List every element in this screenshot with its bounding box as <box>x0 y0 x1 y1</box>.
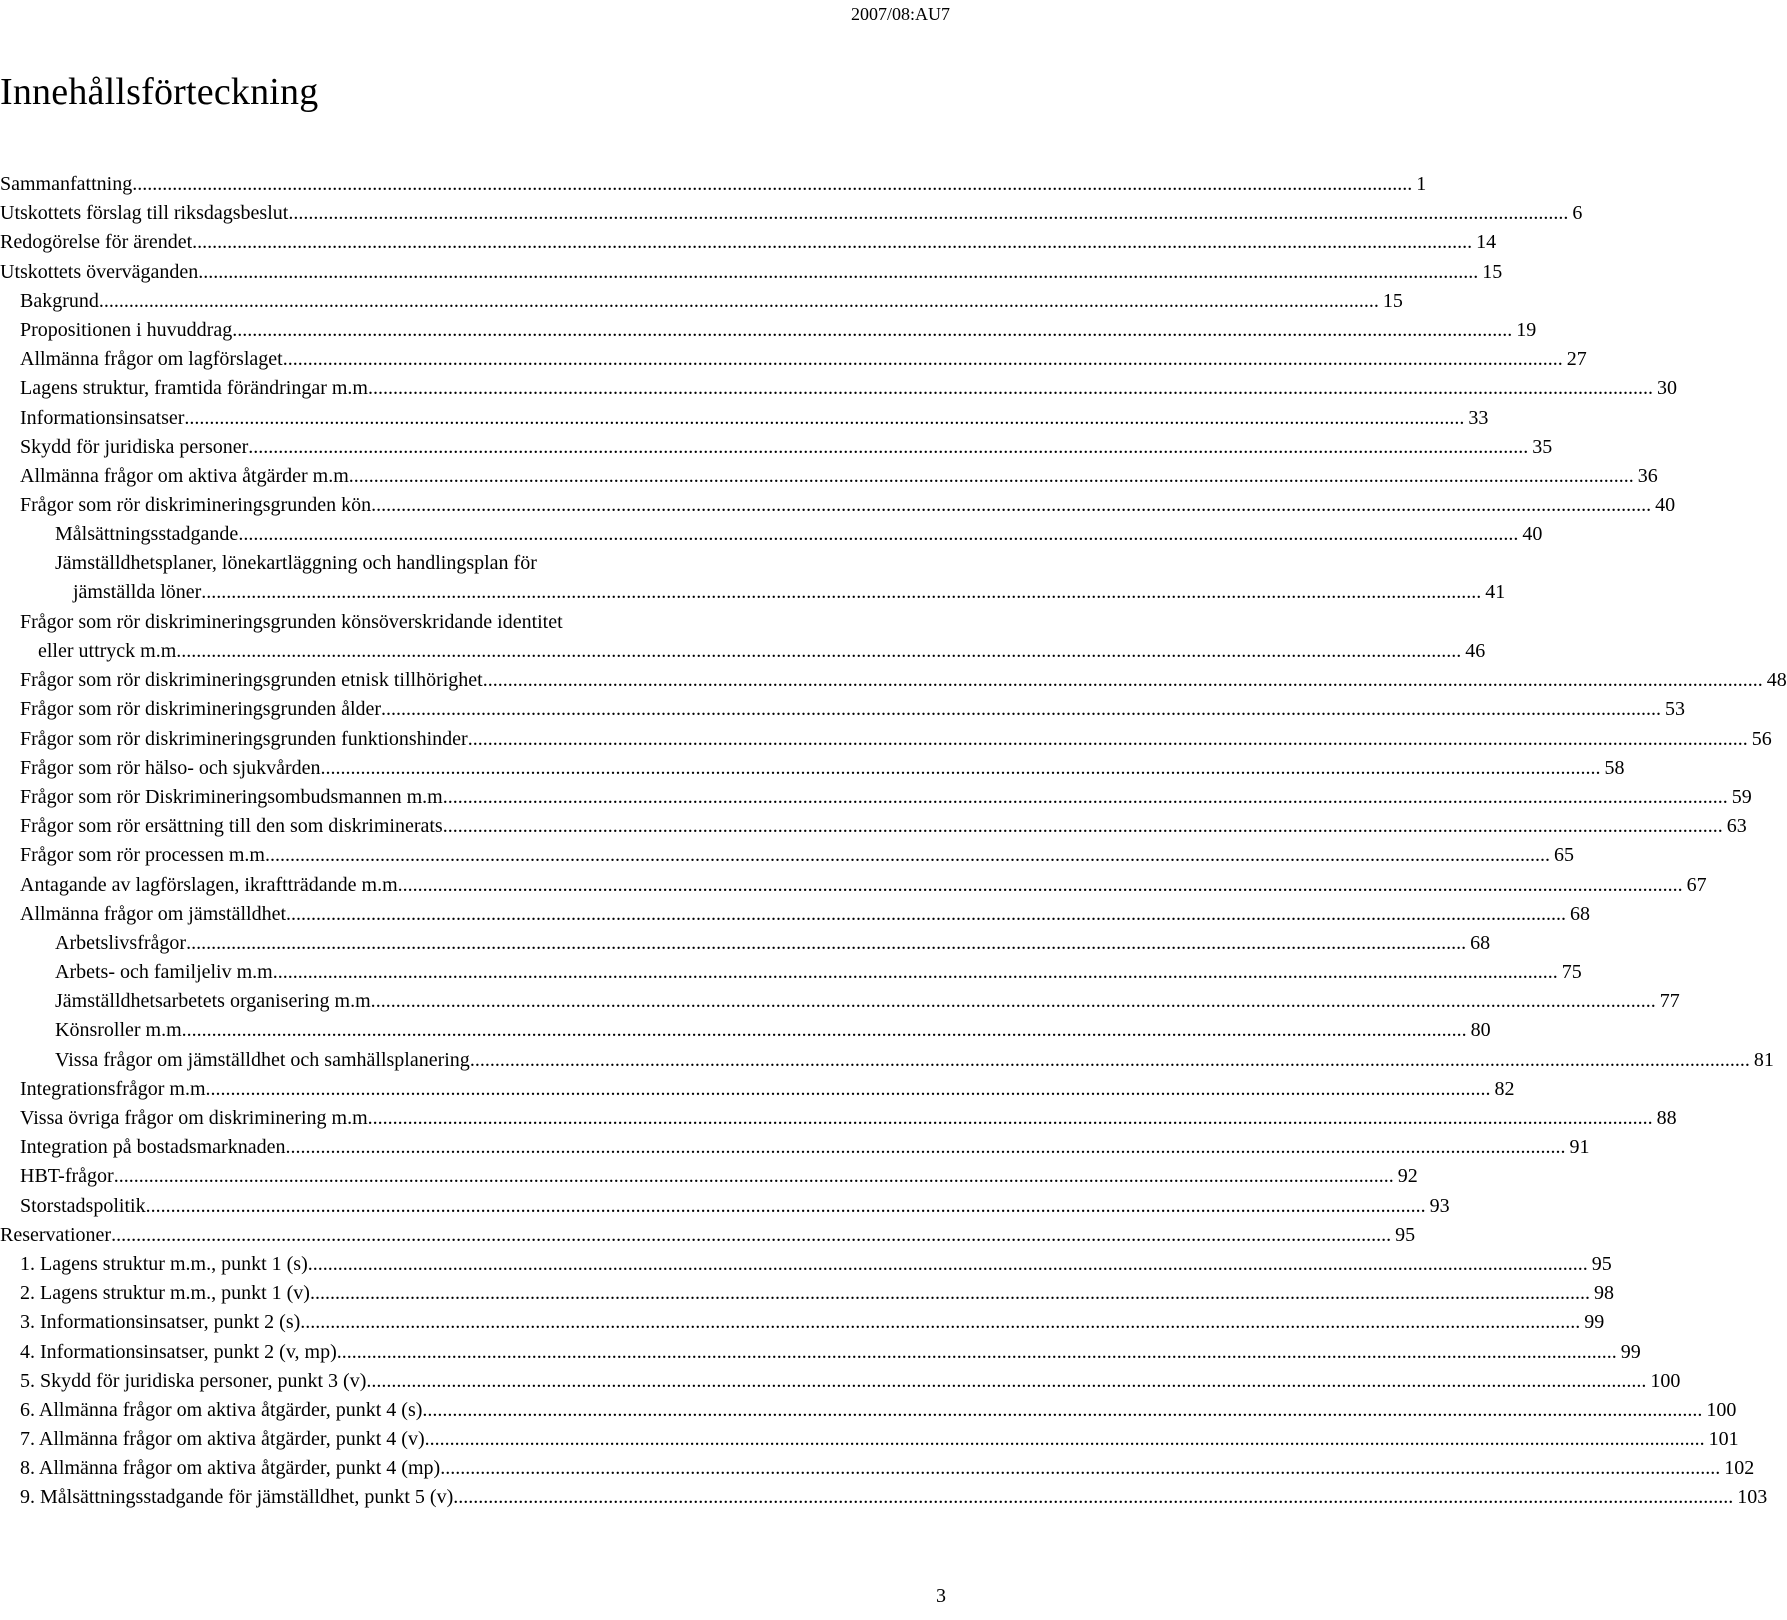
toc-entry-title-line1: Jämställdhetsplaner, lönekartläggning och handlingsplan för <box>55 552 537 575</box>
toc-entry-page: 30 <box>1656 377 1677 400</box>
toc-entry-page: 36 <box>1637 464 1658 487</box>
toc-entry[interactable] <box>0 1425 1739 1454</box>
toc-entry[interactable] <box>0 549 1506 607</box>
toc-entry[interactable] <box>0 345 1587 374</box>
dot-leader <box>371 491 1651 520</box>
dot-leader <box>181 637 1461 666</box>
toc-entry[interactable] <box>0 1308 1605 1337</box>
dot-leader <box>99 287 1379 316</box>
dot-leader <box>238 520 1518 549</box>
dot-leader <box>187 1016 1467 1045</box>
toc-entry-title: Frågor som rör diskrimineringsgrunden etnisk tillhörighet <box>20 669 483 692</box>
toc-entry-title: 6. Allmänna frågor om aktiva åtgärder, punkt 4 (s) <box>20 1398 423 1421</box>
toc-entry[interactable] <box>0 1162 1418 1191</box>
toc-entry-title: 2. Lagens struktur m.m., punkt 1 (v) <box>20 1282 310 1305</box>
toc-entry[interactable] <box>0 783 1752 812</box>
toc-entry-title: Frågor som rör ersättning till den som diskriminerats <box>20 815 443 838</box>
toc-entry[interactable] <box>0 520 1543 549</box>
dot-leader <box>453 1483 1733 1512</box>
dot-leader <box>288 199 1568 228</box>
toc-entry-page: 98 <box>1593 1282 1614 1305</box>
dot-leader <box>366 1367 1646 1396</box>
toc-entry[interactable] <box>0 1104 1677 1133</box>
toc-entry-page: 67 <box>1686 873 1707 896</box>
toc-entry-page: 1 <box>1416 173 1427 195</box>
dot-leader <box>201 578 1481 607</box>
dot-leader <box>270 841 1550 870</box>
toc-entry-title: Arbets- och familjeliv m.m. <box>55 961 278 984</box>
toc-entry-page: 63 <box>1726 815 1747 838</box>
dot-leader <box>286 900 1566 929</box>
toc-entry-page: 77 <box>1659 990 1680 1013</box>
toc-entry-title-line2: eller uttryck m.m. <box>38 639 182 662</box>
dot-leader <box>146 1192 1426 1221</box>
dot-leader <box>337 1338 1617 1367</box>
toc-entry-title: Vissa övriga frågor om diskriminering m.m. <box>20 1107 373 1130</box>
page-title: Innehållsförteckning <box>0 71 319 113</box>
dot-leader <box>308 1250 1588 1279</box>
toc-entry[interactable] <box>0 1483 1768 1512</box>
toc-entry[interactable] <box>0 929 1491 958</box>
toc-entry[interactable] <box>0 1192 1450 1221</box>
toc-entry-title-line1: Frågor som rör diskrimineringsgrunden könsöverskridande identitet <box>20 610 563 633</box>
toc-entry-page: 102 <box>1724 1457 1755 1480</box>
dot-leader <box>443 812 1723 841</box>
toc-entry-page: 41 <box>1485 581 1506 604</box>
toc-entry-page: 92 <box>1397 1165 1418 1188</box>
toc-entry-title: Bakgrund <box>20 289 99 312</box>
dot-leader <box>283 345 1563 374</box>
toc-entry[interactable] <box>0 812 1747 841</box>
dot-leader <box>440 1454 1720 1483</box>
toc-entry[interactable] <box>0 287 1403 316</box>
toc-entry-title: Skydd för juridiska personer <box>20 435 249 458</box>
dot-leader <box>114 1162 1394 1191</box>
toc-entry-title: Antagande av lagförslagen, ikraftträdande m.m. <box>20 873 403 896</box>
toc-entry-title: 4. Informationsinsatser, punkt 2 (v, mp) <box>20 1340 337 1363</box>
toc-entry-page: 93 <box>1429 1194 1450 1217</box>
dot-leader <box>354 462 1634 491</box>
dot-leader <box>132 170 1412 199</box>
dot-leader <box>483 666 1763 695</box>
toc-entry-page: 100 <box>1706 1398 1737 1421</box>
dot-leader <box>470 1046 1750 1075</box>
toc-entry-page: 27 <box>1566 348 1587 371</box>
toc-entry-title: 9. Målsättningsstadgande för jämställdhet, punkt 5 (v) <box>20 1486 454 1509</box>
toc-entry[interactable] <box>0 1396 1737 1425</box>
toc-entry[interactable] <box>0 1046 1774 1075</box>
toc-entry-page: 75 <box>1561 961 1582 984</box>
dot-leader <box>403 871 1683 900</box>
toc-entry-page: 53 <box>1665 698 1686 721</box>
dot-leader <box>381 695 1661 724</box>
dot-leader <box>373 374 1653 403</box>
toc-entry-page: 6 <box>1572 202 1583 225</box>
table-of-contents <box>0 170 1787 1513</box>
toc-entry-title: Sammanfattning <box>0 173 133 195</box>
toc-entry-title: Frågor som rör diskrimineringsgrunden kön <box>20 494 372 517</box>
toc-entry-page: 99 <box>1620 1340 1641 1363</box>
toc-entry-page: 81 <box>1753 1048 1774 1071</box>
toc-entry[interactable] <box>0 170 1427 199</box>
toc-entry-title: Informationsinsatser <box>20 406 185 429</box>
toc-entry[interactable] <box>0 199 1583 228</box>
toc-entry-page: 91 <box>1569 1136 1590 1159</box>
dot-leader <box>198 258 1478 287</box>
toc-entry-page: 59 <box>1731 785 1752 808</box>
toc-entry-title: Integrationsfrågor m.m. <box>20 1077 211 1100</box>
toc-entry-page: 56 <box>1751 727 1772 750</box>
toc-entry-title: Utskottets överväganden <box>0 260 199 283</box>
page-number: 3 <box>936 1585 946 1607</box>
toc-entry-page: 82 <box>1494 1077 1515 1100</box>
toc-entry[interactable] <box>0 725 1772 754</box>
toc-entry[interactable] <box>0 258 1503 287</box>
dot-leader <box>300 1308 1580 1337</box>
toc-entry-title: Vissa frågor om jämställdhet och samhällsplanering <box>55 1048 470 1071</box>
dot-leader <box>184 404 1464 433</box>
document-code: 2007/08:AU7 <box>851 4 950 24</box>
toc-entry-title: Allmänna frågor om lagförslaget <box>20 348 283 371</box>
dot-leader <box>321 754 1601 783</box>
toc-entry[interactable] <box>0 462 1658 491</box>
toc-entry-title: Storstadspolitik <box>20 1194 146 1217</box>
toc-entry-page: 46 <box>1465 639 1486 662</box>
dot-leader <box>422 1396 1702 1425</box>
toc-entry-page: 35 <box>1532 435 1553 458</box>
toc-entry[interactable] <box>0 404 1489 433</box>
toc-entry-page: 33 <box>1468 406 1489 429</box>
toc-entry-title: Frågor som rör Diskrimineringsombudsmannen m.m. <box>20 785 448 808</box>
toc-entry[interactable] <box>0 433 1553 462</box>
toc-entry-title: Utskottets förslag till riksdagsbeslut <box>0 202 289 225</box>
dot-leader <box>111 1221 1391 1250</box>
dot-leader <box>211 1075 1491 1104</box>
dot-leader <box>278 958 1558 987</box>
dot-leader <box>376 987 1656 1016</box>
toc-entry-title: Integration på bostadsmarknaden <box>20 1136 286 1159</box>
toc-entry[interactable] <box>0 900 1591 929</box>
dot-leader <box>310 1279 1590 1308</box>
toc-entry-page: 100 <box>1650 1369 1681 1392</box>
toc-entry-page: 101 <box>1708 1428 1739 1451</box>
toc-entry-title: Frågor som rör processen m.m. <box>20 844 270 867</box>
toc-entry-page: 80 <box>1470 1019 1491 1042</box>
toc-entry[interactable] <box>0 1454 1755 1483</box>
toc-entry-page: 65 <box>1553 844 1574 867</box>
toc-entry-page: 95 <box>1395 1223 1416 1246</box>
dot-leader <box>192 228 1472 257</box>
toc-entry-title: Frågor som rör hälso- och sjukvården <box>20 756 321 779</box>
toc-entry-title: HBT-frågor <box>20 1165 114 1188</box>
dot-leader <box>373 1104 1653 1133</box>
toc-entry-title-line2: jämställda löner <box>73 581 202 604</box>
toc-entry[interactable] <box>0 1250 1612 1279</box>
dot-leader <box>448 783 1728 812</box>
toc-entry-title: 3. Informationsinsatser, punkt 2 (s) <box>20 1311 301 1334</box>
toc-entry[interactable] <box>0 608 1486 666</box>
toc-entry[interactable] <box>0 1133 1590 1162</box>
toc-entry-title: 1. Lagens struktur m.m., punkt 1 (s) <box>20 1252 308 1275</box>
toc-entry-page: 15 <box>1482 260 1503 283</box>
toc-entry-title: Reservationer <box>0 1223 112 1246</box>
toc-entry-title: Redogörelse för ärendet <box>0 231 193 254</box>
toc-entry[interactable] <box>0 958 1582 987</box>
toc-entry-title: Allmänna frågor om aktiva åtgärder m.m. <box>20 464 354 487</box>
toc-entry[interactable] <box>0 695 1686 724</box>
toc-entry[interactable] <box>0 228 1497 257</box>
toc-entry-title: Frågor som rör diskrimineringsgrunden ålder <box>20 698 382 721</box>
toc-entry-page: 19 <box>1516 318 1537 341</box>
toc-entry-title: Jämställdhetsarbetets organisering m.m. <box>55 990 376 1013</box>
toc-entry[interactable] <box>0 871 1707 900</box>
dot-leader <box>248 433 1528 462</box>
dot-leader <box>425 1425 1705 1454</box>
toc-entry-title: Målsättningsstadgande <box>55 523 239 546</box>
toc-entry-page: 40 <box>1655 494 1676 517</box>
toc-entry[interactable] <box>0 1279 1614 1308</box>
toc-entry[interactable] <box>0 1338 1641 1367</box>
toc-entry-title: Propositionen i huvuddrag <box>20 318 233 341</box>
dot-leader <box>186 929 1466 958</box>
toc-entry[interactable] <box>0 316 1537 345</box>
toc-entry[interactable] <box>0 1075 1515 1104</box>
toc-entry[interactable] <box>0 987 1680 1016</box>
toc-entry-page: 99 <box>1584 1311 1605 1334</box>
toc-entry[interactable] <box>0 754 1625 783</box>
toc-entry-page: 48 <box>1766 669 1787 692</box>
toc-entry[interactable] <box>0 374 1677 403</box>
toc-entry-page: 88 <box>1656 1107 1677 1130</box>
toc-entry-page: 68 <box>1470 931 1491 954</box>
dot-leader <box>468 725 1748 754</box>
toc-entry-page: 14 <box>1476 231 1497 254</box>
toc-entry-title: 8. Allmänna frågor om aktiva åtgärder, punkt 4 (mp) <box>20 1457 441 1480</box>
toc-entry-page: 58 <box>1604 756 1625 779</box>
toc-entry-title: 5. Skydd för juridiska personer, punkt 3 (v) <box>20 1369 367 1392</box>
dot-leader <box>232 316 1512 345</box>
toc-entry[interactable] <box>0 666 1787 695</box>
dot-leader <box>285 1133 1565 1162</box>
toc-entry[interactable] <box>0 1016 1491 1045</box>
toc-entry-page: 68 <box>1570 902 1591 925</box>
toc-entry-title: Lagens struktur, framtida förändringar m.m. <box>20 377 373 400</box>
toc-entry-title: 7. Allmänna frågor om aktiva åtgärder, punkt 4 (v) <box>20 1428 425 1451</box>
toc-entry-title: Könsroller m.m. <box>55 1019 187 1042</box>
toc-entry-page: 103 <box>1737 1486 1768 1509</box>
toc-entry-title: Arbetslivsfrågor <box>55 931 187 954</box>
toc-entry-page: 40 <box>1522 523 1543 546</box>
toc-entry[interactable] <box>0 491 1676 520</box>
toc-entry-title: Frågor som rör diskrimineringsgrunden funktionshinder <box>20 727 468 750</box>
toc-entry[interactable] <box>0 841 1574 870</box>
toc-entry-page: 15 <box>1382 289 1403 312</box>
toc-entry-title: Allmänna frågor om jämställdhet <box>20 902 287 925</box>
toc-entry-page: 95 <box>1591 1252 1612 1275</box>
toc-entry[interactable] <box>0 1367 1681 1396</box>
toc-entry[interactable] <box>0 1221 1416 1250</box>
